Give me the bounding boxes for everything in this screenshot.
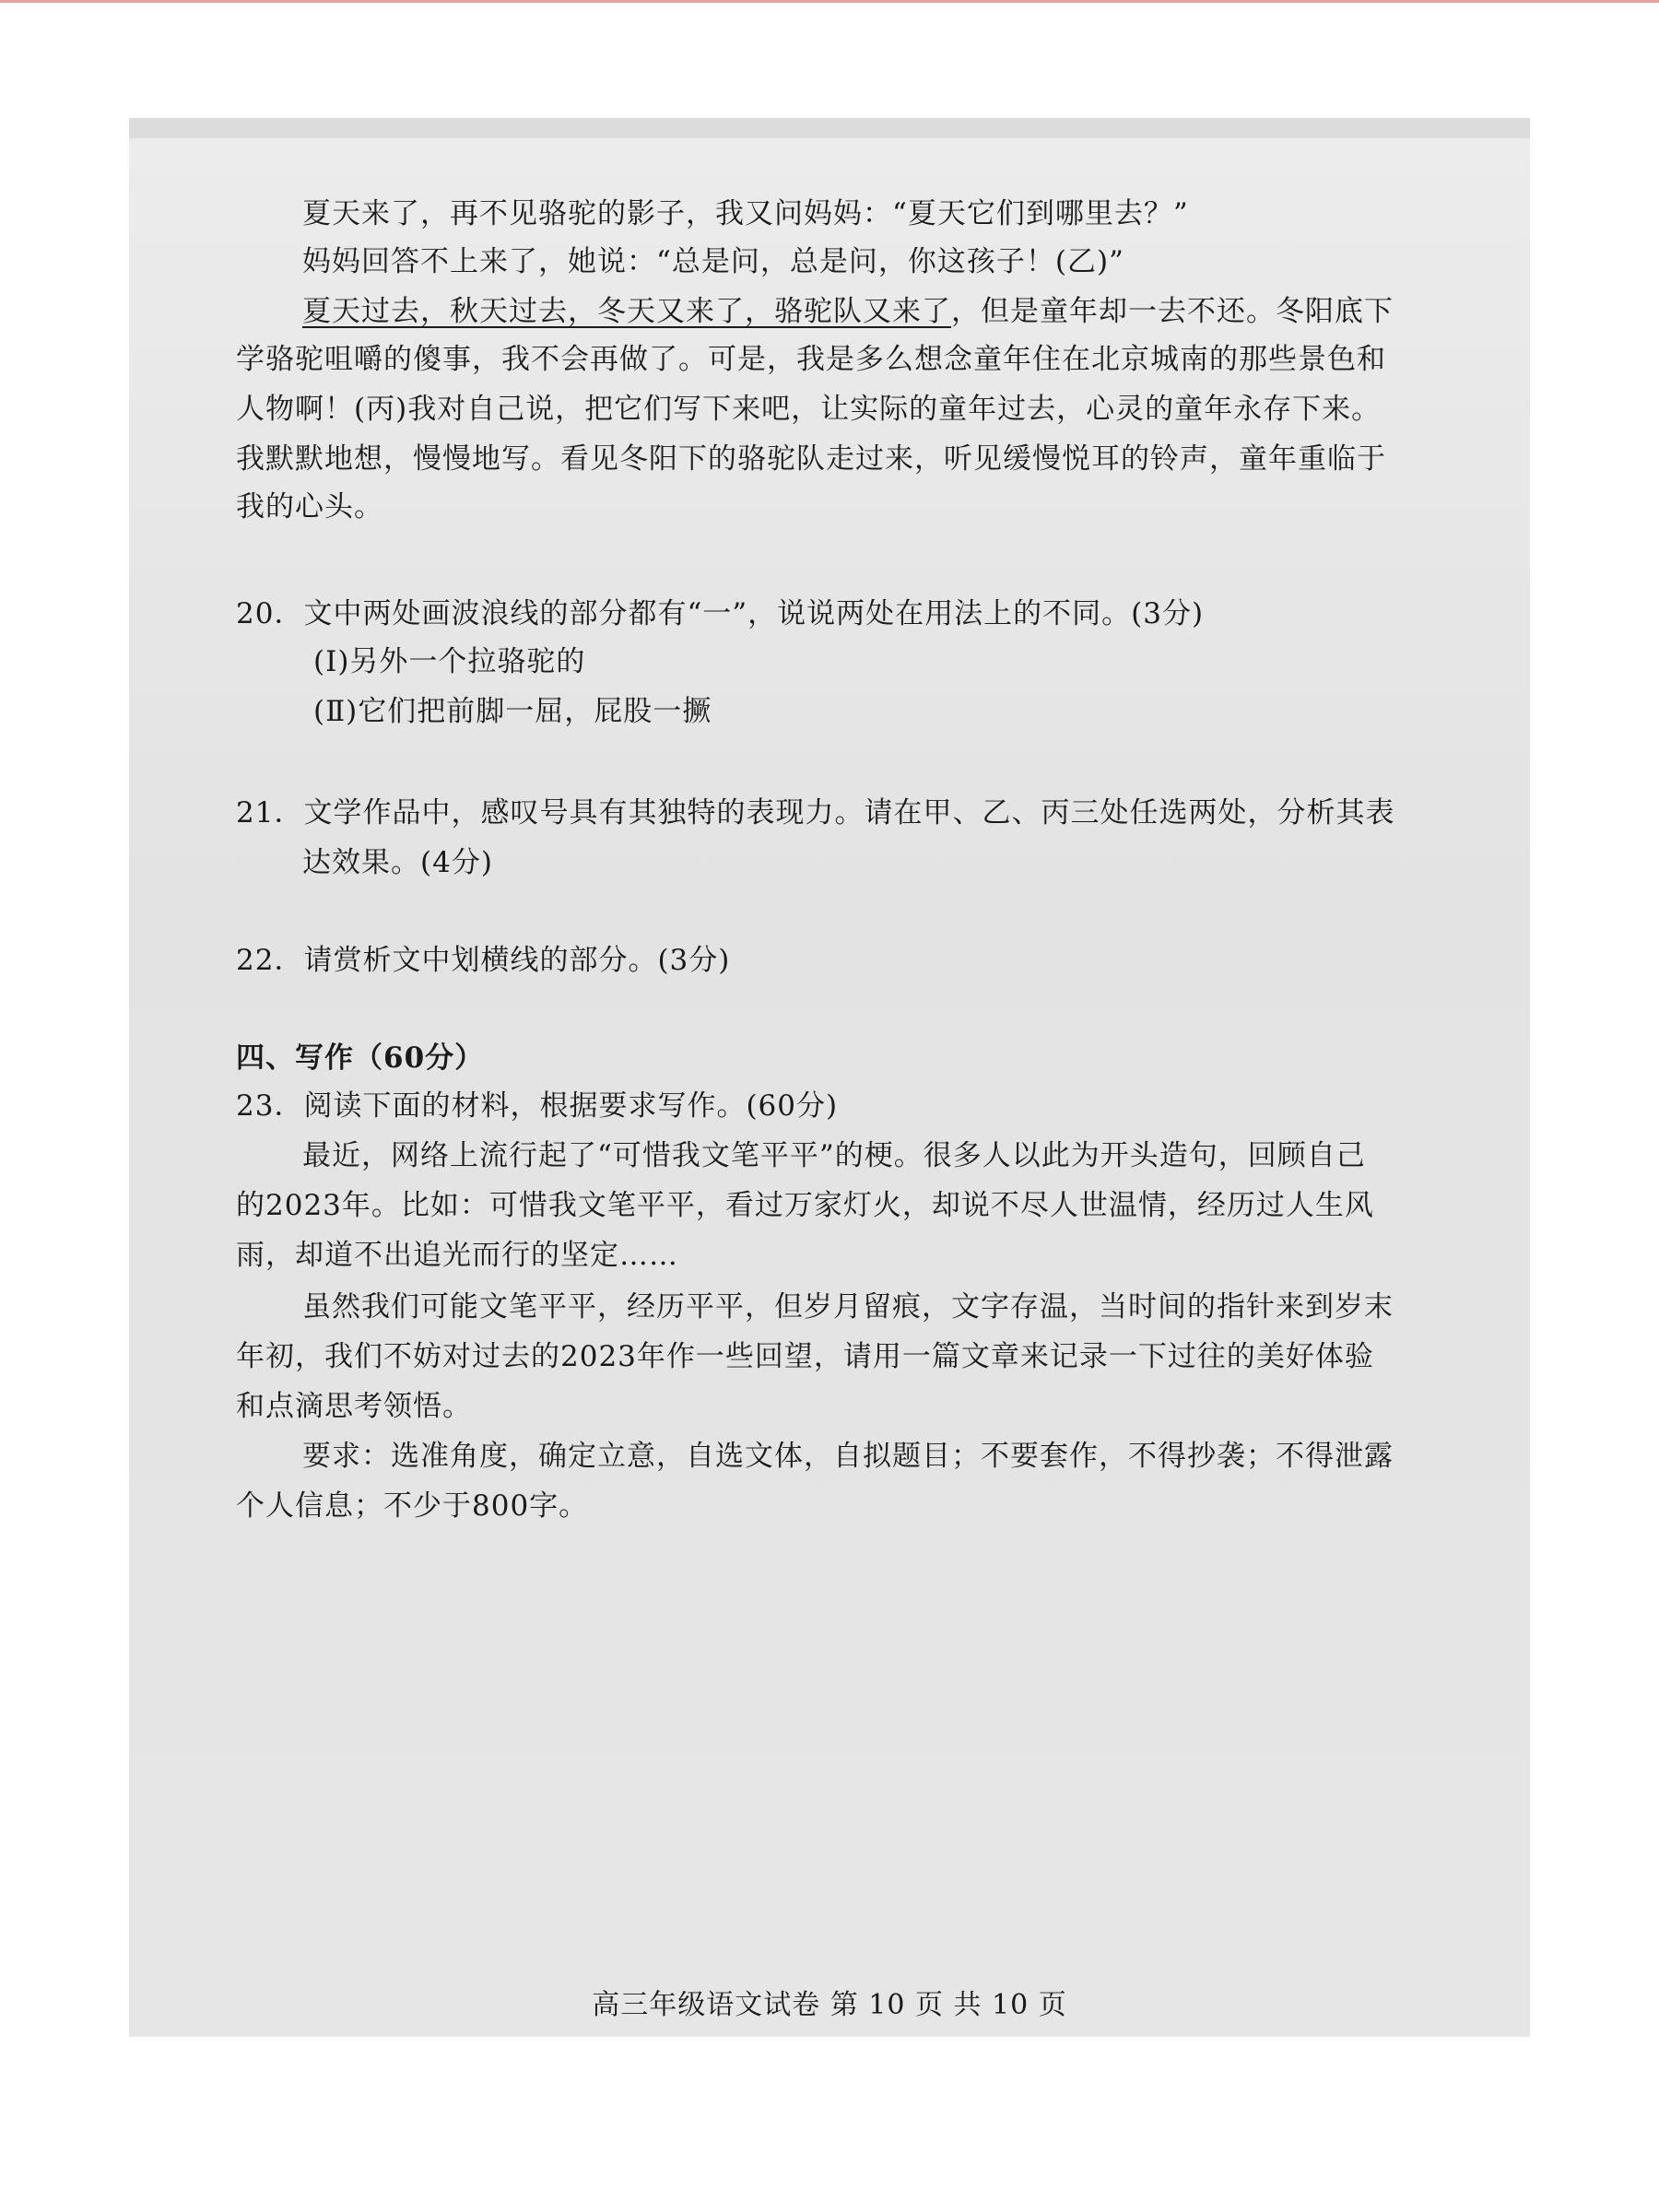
material-line: 年初，我们不妨对过去的2023年作一些回望，请用一篇文章来记录一下过往的美好体验: [236, 1340, 1374, 1373]
material-line: 雨，却道不出追光而行的坚定……: [236, 1239, 678, 1272]
page-footer: 高三年级语文试卷 第 10 页 共 10 页: [592, 1989, 1067, 2021]
passage-line: 人物啊！(丙)我对自己说，把它们写下来吧，让实际的童年过去，心灵的童年永存下来。: [236, 393, 1382, 426]
question-20-item-ii: (Ⅱ)它们把前脚一屈，屁股一撅: [313, 695, 712, 728]
passage-line: [302, 293, 1394, 330]
material-line: 和点滴思考领悟。: [236, 1390, 472, 1423]
question-23: 23．阅读下面的材料，根据要求写作。(60分): [236, 1089, 839, 1123]
passage-text: ，但是童年却一去不还。冬阳底下: [951, 295, 1394, 328]
scan-top-band: [129, 118, 1530, 138]
question-20-item-i: (Ⅰ)另外一个拉骆驼的: [313, 645, 586, 678]
question-22: 22．请赏析文中划横线的部分。(3分): [236, 944, 731, 977]
question-20: 20．文中两处画波浪线的部分都有“一”，说说两处在用法上的不同。(3分): [236, 597, 1205, 630]
underlined-sentence: 夏天过去，秋天过去，冬天又来了，骆驼队又来了: [302, 295, 951, 328]
top-edge-line: [0, 0, 1659, 3]
question-21: 21．文学作品中，感叹号具有其独特的表现力。请在甲、乙、丙三处任选两处，分析其表: [236, 796, 1395, 830]
material-line: 最近，网络上流行起了“可惜我文笔平平”的梗。很多人以此为开头造句，回顾自己: [302, 1139, 1366, 1172]
passage-line: 妈妈回答不上来了，她说：“总是问，总是问，你这孩子！(乙)”: [302, 245, 1124, 278]
material-line: 的2023年。比如：可惜我文笔平平，看过万家灯火，却说不尽人世温情，经历过人生风: [236, 1189, 1374, 1222]
material-line: 虽然我们可能文笔平平，经历平平，但岁月留痕，文字存温，当时间的指针来到岁末: [302, 1290, 1394, 1324]
passage-line: 夏天来了，再不见骆驼的影子，我又问妈妈：“夏天它们到哪里去？”: [302, 197, 1189, 230]
requirements-line: 要求：选准角度，确定立意，自选文体，自拟题目；不要套作，不得抄袭；不得泄露: [302, 1440, 1394, 1473]
passage-line: 我默默地想，慢慢地写。看见冬阳下的骆驼队走过来，听见缓慢悦耳的铃声，童年重临于: [236, 442, 1386, 476]
question-21-cont: 达效果。(4分): [302, 846, 493, 879]
section-title-writing: 四、写作（60分）: [236, 1041, 485, 1075]
requirements-line: 个人信息；不少于800字。: [236, 1489, 589, 1523]
passage-line: 学骆驼咀嚼的傻事，我不会再做了。可是，我是多么想念童年住在北京城南的那些景色和: [236, 343, 1386, 376]
passage-line: 我的心头。: [236, 490, 383, 524]
